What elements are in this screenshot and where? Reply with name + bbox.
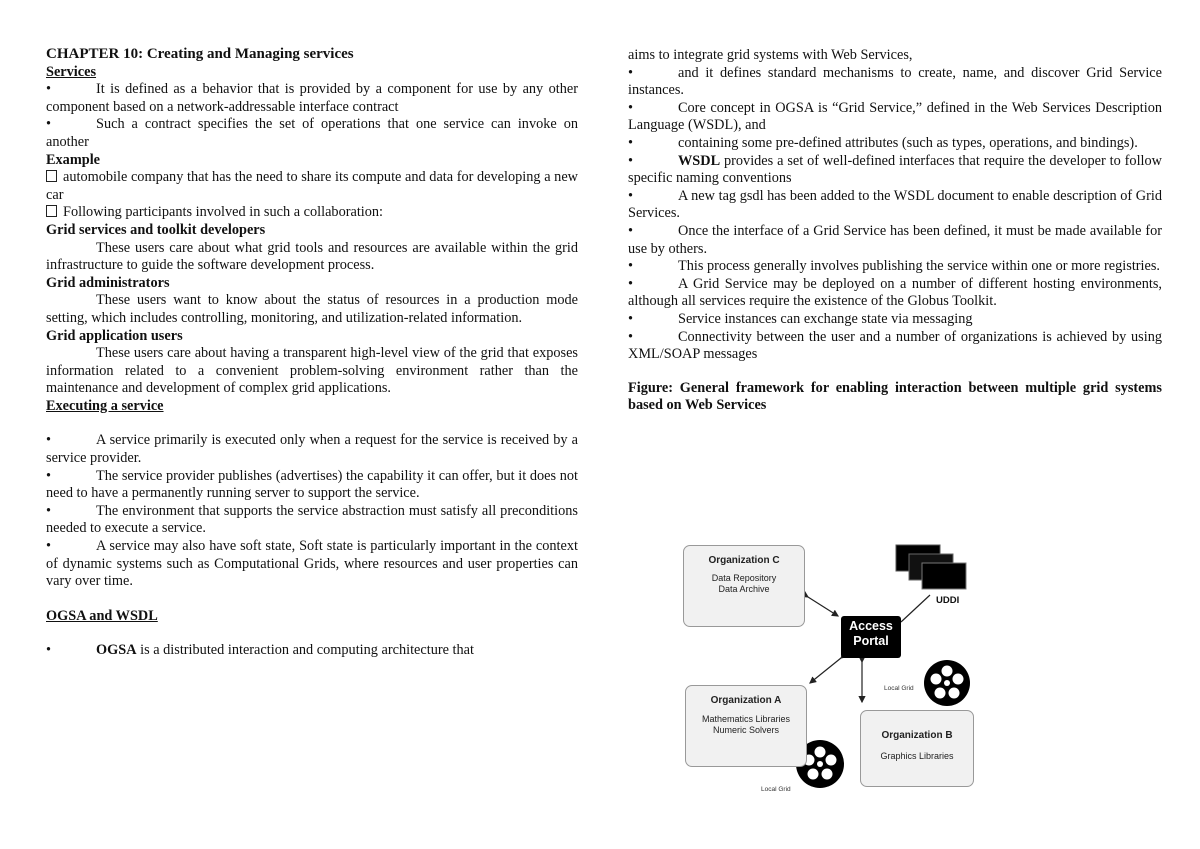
executing-heading: Executing a service: [46, 397, 164, 414]
checkbox-glyph-icon: [46, 205, 57, 217]
org-c-line: Data Archive: [718, 584, 770, 594]
list-item: • A service may also have soft state, Soft state is particularly important in the context of dynamic systems such as Computational Grids, where resources and user properties can vary over time.: [46, 538, 578, 590]
local-grid-label: Local Grid: [761, 786, 791, 793]
org-c-box: [683, 545, 805, 627]
list-item: • A new tag gsdl has been added to the WSDL document to enable description of Grid Services.: [628, 187, 1162, 222]
access-portal: Access Portal: [841, 616, 901, 658]
list-item: Following participants involved in such a collaboration:: [46, 204, 578, 222]
list-item: • Once the interface of a Grid Service has been defined, it must be made available for use by others.: [628, 222, 1162, 257]
org-a-line: Numeric Solvers: [712, 725, 779, 735]
services-heading: Services: [46, 63, 97, 80]
grid-admin-text: These users want to know about the status of resources in a production mode setting, which includes controlling, monitoring, and utilization-related information.: [46, 292, 578, 326]
grid-app-heading: Grid application users: [46, 327, 183, 344]
udd-label: UDDI: [936, 595, 960, 606]
list-item: • OGSA is a distributed interaction and computing architecture that: [46, 642, 474, 659]
org-c-title: Organization C: [708, 555, 780, 566]
arrow-portal-a: [810, 658, 841, 683]
list-item: • Core concept in OGSA is “Grid Service,” defined in the Web Services Description Language (WSDL), and: [628, 99, 1162, 134]
arrow-c-portal: [808, 597, 838, 616]
continuation-text: aims to integrate grid systems with Web Services,: [628, 47, 913, 63]
list-item: • Connectivity between the user and a number of organizations is achieved by using XML/SOAP messages: [628, 328, 1162, 363]
list-item: • This process generally involves publishing the service within one or more registries.: [628, 258, 1161, 275]
org-b-line: Graphics Libraries: [880, 751, 954, 761]
left-column: [46, 46, 578, 660]
server-icon: [922, 563, 966, 589]
list-item: • The service provider publishes (advertises) the capability it can offer, but it does not need to have a permanently running server to support the service.: [46, 467, 578, 502]
chapter-title: CHAPTER 10: Creating and Managing services: [46, 46, 354, 62]
grid-services-heading: Grid services and toolkit developers: [46, 221, 266, 238]
line-portal-uddi: [901, 595, 930, 622]
example-heading: Example: [46, 151, 101, 168]
list-item: • WSDL provides a set of well-defined interfaces that require the developer to follow specific naming conventions: [628, 152, 1162, 187]
ogsa-heading: OGSA and WSDL: [46, 607, 158, 624]
org-b-box: [860, 710, 974, 787]
org-c-line: Data Repository: [711, 573, 777, 583]
local-grid-reel-icon: [924, 660, 970, 706]
right-column: [628, 47, 1162, 415]
org-a-box: [685, 685, 807, 767]
org-b-title: Organization B: [881, 730, 953, 741]
list-item: automobile company that has the need to share its compute and data for developing a new car: [46, 169, 578, 203]
grid-app-text: These users care about having a transparent high-level view of the grid that exposes information related to a convenient problem-solving environment rather than the maintenance and development of complex grid applications.: [46, 345, 578, 397]
checkbox-glyph-icon: [46, 170, 57, 182]
list-item: • It is defined as a behavior that is provided by a component for use by any other component based on a network-addressable interface contract: [46, 81, 578, 115]
list-item: • Such a contract specifies the set of operations that one service can invoke on another: [46, 116, 578, 150]
list-item: • containing some pre-defined attributes (such as types, operations, and bindings).: [628, 134, 1138, 151]
grid-admin-heading: Grid administrators: [46, 274, 170, 291]
list-item: • A Grid Service may be deployed on a number of different hosting environments, although all services require the existence of the Globus Toolkit.: [628, 275, 1162, 310]
figure-caption: Figure: General framework for enabling interaction between multiple grid systems based on Web Services: [628, 379, 1162, 414]
list-item: • The environment that supports the service abstraction must satisfy all preconditions needed to execute a service.: [46, 502, 578, 537]
local-grid-label: Local Grid: [884, 685, 914, 692]
list-item: • and it defines standard mechanisms to create, name, and discover Grid Service instances.: [628, 64, 1162, 99]
org-a-line: Mathematics Libraries: [701, 714, 791, 724]
framework-diagram: [660, 540, 1000, 800]
grid-services-text: These users care about what grid tools and resources are available within the grid infrastructure to guide the software development process.: [46, 239, 578, 274]
list-item: • Service instances can exchange state via messaging: [628, 310, 973, 327]
org-a-title: Organization A: [710, 695, 782, 706]
list-item: • A service primarily is executed only when a request for the service is received by a service provider.: [46, 432, 578, 467]
